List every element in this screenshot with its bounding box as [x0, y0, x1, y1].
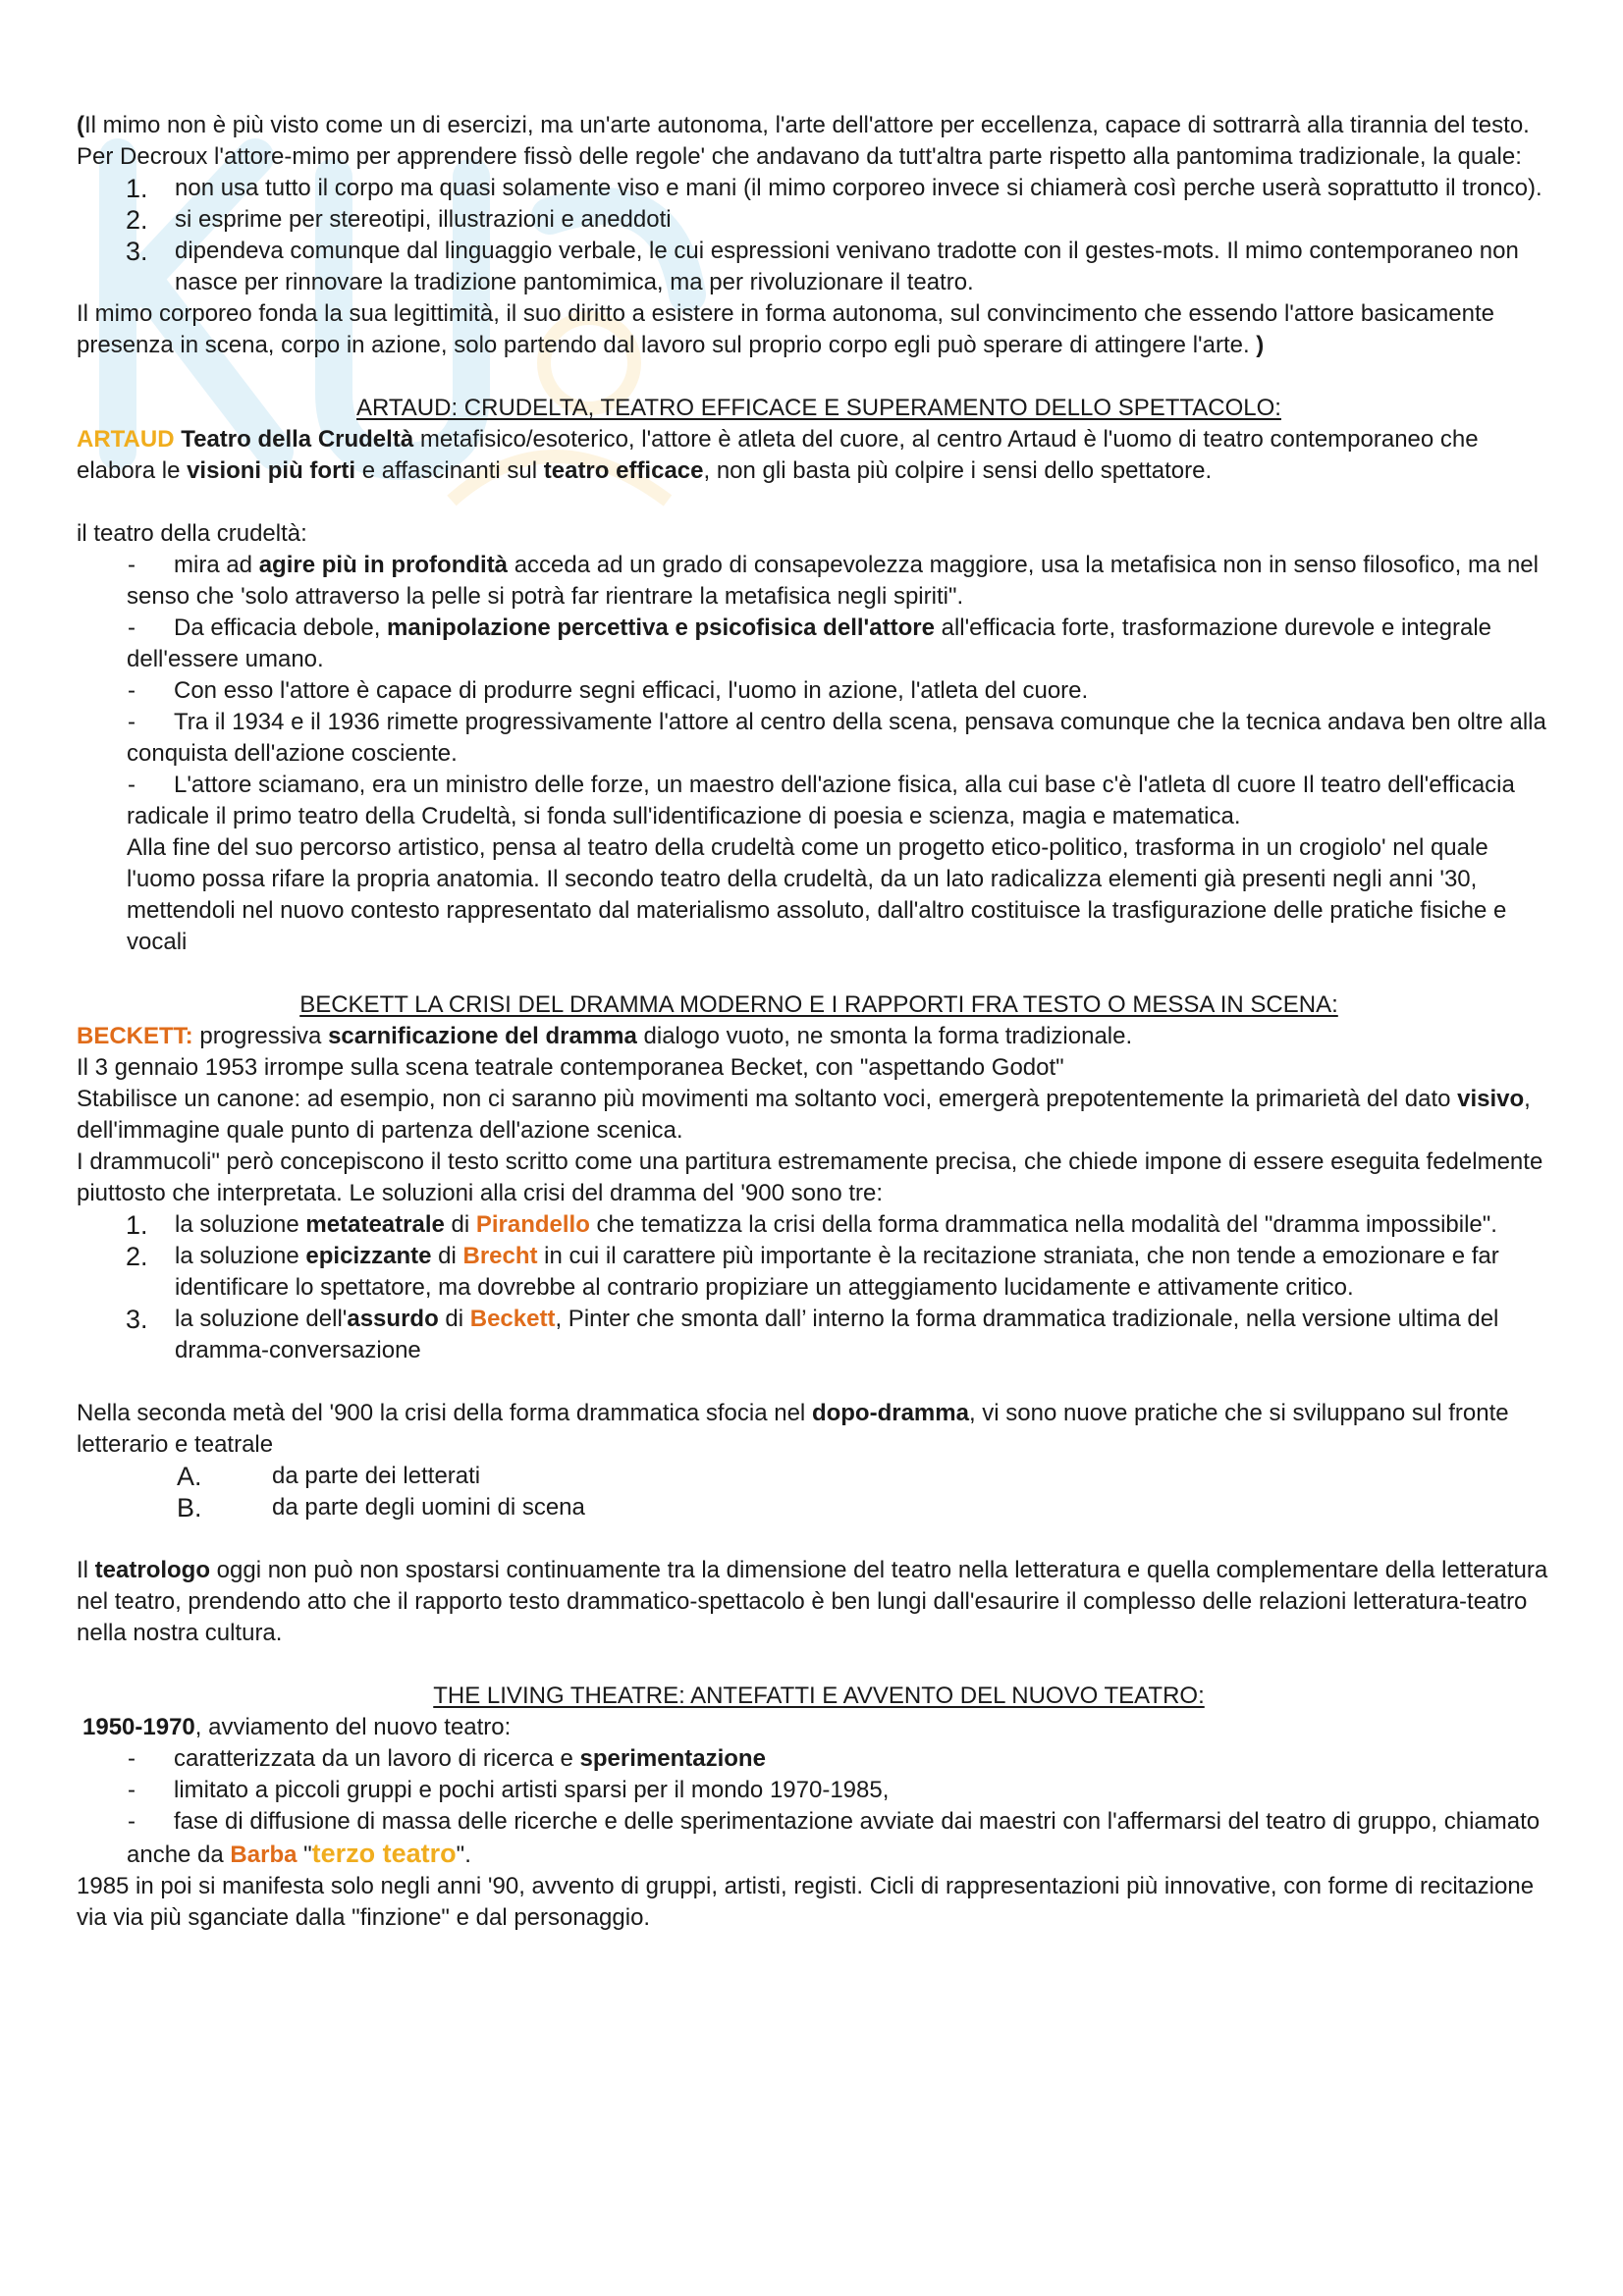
practices-list: [77, 1461, 1561, 1523]
artaud-closing: Alla fine del suo percorso artistico, pensa al teatro della crudeltà come un progetto etico-politico, trasforma in un crogiolo' nel quale l'uomo possa rifare la propria anatomia. Il secondo teatro della crudeltà, da un lato radicalizza elementi già presenti negli anni '30, mettendoli nel nuovo contesto rappresentato dal materialismo assoluto, dall'altro costituisce la trasfigurazione delle pratiche fisiche e vocali: [127, 834, 1507, 955]
teatrologo-paragraph: Il teatrologo oggi non può non spostarsi continuamente tra la dimensione del teatro nella letteratura e quella complementare della letteratura nel teatro, prendendo atto che il rapporto testo drammatico-spettacolo è ben lungi dall'esaurire il complesso delle relazioni letteratura-teatro nella nostra cultura.: [77, 1557, 1548, 1646]
artaud-intro: ARTAUD Teatro della Crudeltà metafisico/esoterico, l'attore è atleta del cuore, al centro Artaud è l'uomo di teatro contemporaneo che elabora le visioni più forti e affascinanti sul teatro efficace, non gli basta più colpire i sensi dello spettatore.: [77, 426, 1479, 484]
beckett-godot: Il 3 gennaio 1953 irrompe sulla scena teatrale contemporanea Becket, con "aspettando Godot": [77, 1054, 1064, 1081]
list-item: 1. non usa tutto il corpo ma quasi solamente viso e mani (il mimo corporeo invece si chiamerà così perche userà soprattutto il tronco).: [126, 174, 1542, 203]
list-item: - caratterizzata da un lavoro di ricerca e sperimentazione: [128, 1745, 766, 1772]
living-closing: 1985 in poi si manifesta solo negli anni '90, avvento di gruppi, artisti, registi. Cicli di rappresentazioni più innovative, con forme di recitazione via via più sganciate dalla "finzione" e dal personaggio.: [77, 1873, 1535, 1931]
living-theatre-heading: THE LIVING THEATRE: ANTEFATTI E AVVENTO DEL NUOVO TEATRO:: [433, 1682, 1205, 1709]
mime-paragraph: Il mimo corporeo fonda la sua legittimità, il suo diritto a esistere in forma autonoma, sul convincimento che essendo l'attore basicamente presenza in scena, corpo in azione, solo partendo dal lavoro sul proprio corpo egli può sperare di attingere l'arte. ): [77, 300, 1494, 358]
list-item: - limitato a piccoli gruppi e pochi artisti sparsi per il mondo 1970-1985,: [128, 1777, 890, 1803]
living-intro: 1950-1970, avviamento del nuovo teatro:: [82, 1714, 512, 1740]
list-item: - Da efficacia debole, manipolazione percettiva e psicofisica dell'attore all'efficacia forte, trasformazione durevole e integrale dell'essere umano.: [127, 614, 1492, 672]
list-item: - Con esso l'attore è capace di produrre segni efficaci, l'uomo in azione, l'atleta del cuore.: [128, 677, 1089, 704]
dopo-dramma-paragraph: Nella seconda metà del '900 la crisi della forma drammatica sfocia nel dopo-dramma, vi sono nuove pratiche che si sviluppano sul fronte letterario e teatrale: [77, 1400, 1509, 1458]
beckett-drammucoli: I drammucoli" però concepiscono il testo scritto come una partitura estremamente precisa, che chiede impone di essere eseguita fedelmente piuttosto che interpretata. Le soluzioni alla crisi del dramma del '900 sono tre:: [77, 1148, 1543, 1206]
list-item: 2. la soluzione epicizzante di Brecht in cui il carattere più importante è la recitazione straniata, che non tende a emozionare e far identificare lo spettatore, ma dovrebbe al contrario propiziare un atteggiamento lucidamente e attivamente critico.: [126, 1242, 1499, 1301]
list-item: 1. la soluzione metateatrale di Pirandello che tematizza la crisi della forma drammatica nella modalità del "dramma impossibile".: [126, 1210, 1497, 1240]
list-item: B. da parte degli uomini di scena: [177, 1493, 585, 1522]
beckett-heading: BECKETT LA CRISI DEL DRAMMA MODERNO E I RAPPORTI FRA TESTO O MESSA IN SCENA:: [299, 991, 1338, 1018]
intro-paragraph: (Il mimo non è più visto come un di esercizi, ma un'arte autonoma, l'arte dell'attore per eccellenza, capace di sottrarrà alla tirannia del testo. Per Decroux l'attore-mimo per apprendere fissò delle regole' che andavano da tutt'altra parte rispetto alla pantomima tradizionale, la quale:: [77, 112, 1530, 170]
new-theatre-list: [77, 1743, 1561, 1871]
list-item: - Tra il 1934 e il 1936 rimette progressivamente l'attore al centro della scena, pensava comunque che la tecnica andava ben oltre alla conquista dell'azione cosciente.: [127, 709, 1546, 767]
list-item: - fase di diffusione di massa delle ricerche e delle sperimentazione avviate dai maestri con l'affermarsi del teatro di gruppo, chiamato anche da Barba "terzo teatro".: [127, 1808, 1541, 1868]
document-page: [77, 110, 1561, 1934]
list-item: 3. la soluzione dell'assurdo di Beckett, Pinter che smonta dall’ interno la forma drammatica tradizionale, nella versione ultima del dramma-conversazione: [126, 1305, 1499, 1363]
artaud-heading: ARTAUD: CRUDELTA, TEATRO EFFICACE E SUPERAMENTO DELLO SPETTACOLO:: [356, 395, 1281, 421]
beckett-intro: BECKETT: progressiva scarnificazione del dramma dialogo vuoto, ne smonta la forma tradizionale.: [77, 1023, 1133, 1049]
list-item: A. da parte dei letterati: [177, 1462, 481, 1491]
list-item: 3. dipendeva comunque dal linguaggio verbale, le cui espressioni venivano tradotte con il gestes-mots. Il mimo contemporaneo non nasce per rinnovare la tradizione pantomimica, ma per rivoluzionare il teatro.: [126, 237, 1519, 295]
list-item: - mira ad agire più in profondità acceda ad un grado di consapevolezza maggiore, usa la metafisica non in senso filosofico, ma nel senso che 'solo attraverso la pelle si potrà far rientrare la metafisica negli spiriti".: [127, 552, 1539, 610]
solutions-list: [77, 1209, 1561, 1366]
list-item: - L'attore sciamano, era un ministro delle forze, un maestro dell'azione fisica, alla cui base c'è l'atleta dl cuore Il teatro dell'efficacia radicale il primo teatro della Crudeltà, si fonda sull'identificazione di poesia e scienza, magia e matematica.: [127, 772, 1515, 829]
cruelty-list: [77, 550, 1561, 832]
cruelty-intro: il teatro della crudeltà:: [77, 520, 307, 547]
pantomime-list: [77, 173, 1561, 298]
beckett-canon: Stabilisce un canone: ad esempio, non ci saranno più movimenti ma soltanto voci, emergerà prepotentemente la primarietà del dato visivo, dell'immagine quale punto di partenza dell'azione scenica.: [77, 1086, 1531, 1144]
list-item: 2. si esprime per stereotipi, illustrazioni e aneddoti: [126, 205, 672, 235]
